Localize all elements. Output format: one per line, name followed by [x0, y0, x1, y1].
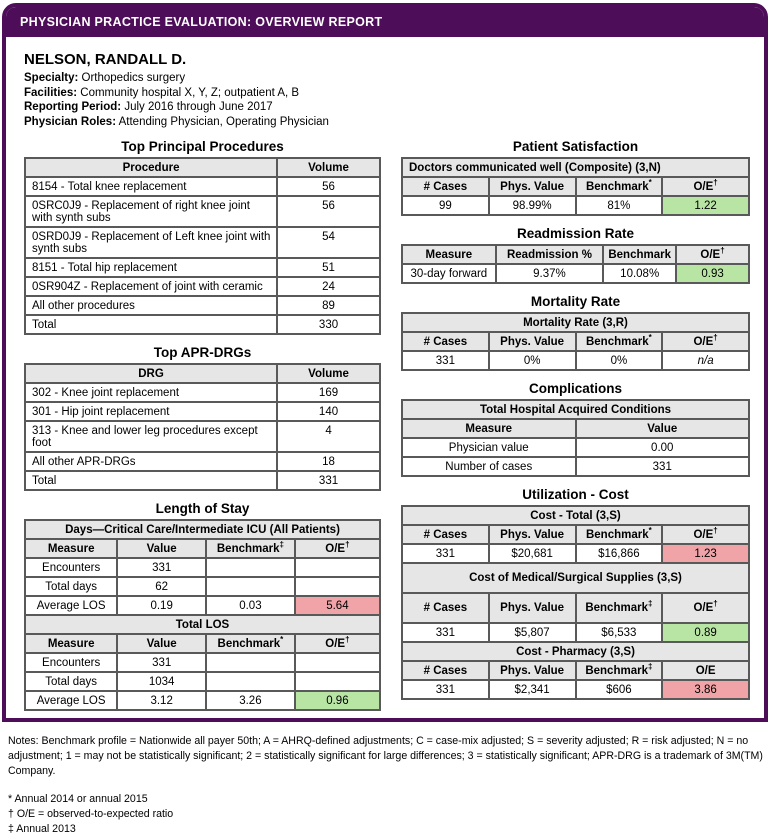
- benchmark-cell: 0.03: [206, 596, 295, 615]
- volume-cell: 56: [277, 177, 380, 196]
- header-label: O/E: [325, 637, 346, 650]
- measure-cell: Total days: [25, 577, 117, 596]
- header-sup: *: [280, 634, 284, 644]
- value-cell: $2,341: [489, 680, 576, 699]
- header-label: # Cases: [423, 664, 468, 677]
- header-cell: Measure: [402, 419, 576, 438]
- measure-cell: Physician value: [402, 438, 576, 457]
- cases-cell: 331: [402, 351, 489, 370]
- header-cell: [489, 332, 576, 351]
- drg-cell: 313 - Knee and lower leg procedures except foot: [25, 421, 277, 452]
- physician-name: NELSON, RANDALL D.: [24, 51, 187, 68]
- header-label: Phys. Value: [500, 602, 565, 614]
- header-row: [402, 245, 749, 264]
- header-sup: *: [648, 332, 652, 342]
- header-label: O/E: [693, 602, 714, 614]
- drg-cell: 301 - Hip joint replacement: [25, 402, 277, 421]
- value-cell: 0.19: [117, 596, 206, 615]
- procedure-cell: All other procedures: [25, 296, 277, 315]
- value-cell: 3.12: [117, 691, 206, 710]
- table-row: [25, 277, 380, 296]
- subheader-row: [402, 313, 749, 332]
- benchmark-cell: 10.08%: [603, 264, 676, 283]
- cases-cell: 99: [402, 196, 489, 215]
- oe-cell: n/a: [662, 351, 749, 370]
- table-row: [25, 258, 380, 277]
- volume-cell: 51: [277, 258, 380, 277]
- subheader-cell: Total LOS: [25, 615, 380, 634]
- patient-satisfaction-title: Patient Satisfaction: [512, 139, 639, 154]
- procedure-cell: 0SRD0J9 - Replacement of Left knee joint with synth subs: [25, 227, 277, 258]
- volume-cell: 331: [277, 471, 380, 490]
- los-title: Length of Stay: [155, 501, 250, 516]
- header-label: Phys. Value: [500, 180, 565, 193]
- right-column: [401, 137, 750, 711]
- table-row: [402, 351, 749, 370]
- header-cell: [402, 525, 489, 544]
- table-row: [402, 264, 749, 283]
- header-label: Measure: [47, 542, 95, 555]
- value-cell: 62: [117, 577, 206, 596]
- procedures-title: Top Principal Procedures: [121, 139, 284, 154]
- header-label: Benchmark: [217, 637, 281, 650]
- table-row: [402, 457, 749, 476]
- header-sup: ‡: [279, 539, 284, 549]
- benchmark-cell: $16,866: [576, 544, 663, 563]
- header-label: Phys. Value: [500, 528, 565, 541]
- header-row: [25, 634, 380, 653]
- physician-roles: [24, 115, 746, 130]
- header-cell: [489, 177, 576, 196]
- subheader-row: [25, 615, 380, 634]
- subheader-cell: Total Hospital Acquired Conditions: [402, 400, 749, 419]
- procedures-table: [24, 157, 381, 335]
- table-row: [25, 596, 380, 615]
- header-sup: ‡: [647, 661, 653, 671]
- header-label: Phys. Value: [500, 335, 565, 348]
- header-cell: [402, 245, 496, 264]
- header-sup: †: [345, 634, 350, 644]
- header-cell: [117, 539, 206, 558]
- subheader-cell: Doctors communicated well (Composite) (3,N): [402, 158, 749, 177]
- physician-specialty: [24, 71, 746, 86]
- subheader-row: [402, 506, 749, 525]
- measure-cell: Encounters: [25, 558, 117, 577]
- volume-cell: 140: [277, 402, 380, 421]
- table-row: [25, 177, 380, 196]
- readmission-table: [401, 244, 750, 284]
- complications-table: [401, 399, 750, 477]
- measure-cell: 30-day forward: [402, 264, 496, 283]
- header-cell: [206, 634, 295, 653]
- table-row: [25, 653, 380, 672]
- report-columns: [6, 129, 764, 711]
- mortality-title: Mortality Rate: [530, 294, 621, 309]
- oe-cell: [295, 672, 380, 691]
- header-label: Benchmark: [585, 664, 648, 677]
- footnote-asterisk: * Annual 2014 or annual 2015: [8, 793, 148, 805]
- report-title: PHYSICIAN PRACTICE EVALUATION: OVERVIEW REPORT: [20, 15, 383, 29]
- header-cell: [662, 593, 749, 623]
- report-title-bar: [6, 7, 764, 37]
- oe-cell: [295, 577, 380, 596]
- oe-cell: 0.96: [295, 691, 380, 710]
- table-row: [25, 383, 380, 402]
- header-label: Value: [146, 637, 177, 650]
- table-row: [25, 558, 380, 577]
- header-sup: *: [648, 525, 652, 535]
- header-cell: [117, 634, 206, 653]
- footnote-dagger: † O/E = observed-to-expected ratio: [8, 808, 174, 820]
- subheader-cell: Cost - Total (3,S): [402, 506, 749, 525]
- cases-cell: 331: [402, 544, 489, 563]
- value-cell: 9.37%: [496, 264, 604, 283]
- apr-drgs-title: Top APR-DRGs: [153, 345, 252, 360]
- header-cell: [25, 634, 117, 653]
- header-cell: [676, 245, 749, 264]
- value-cell: 0.00: [576, 438, 750, 457]
- oe-cell: 5.64: [295, 596, 380, 615]
- header-label: Benchmark: [216, 542, 280, 555]
- table-row: [25, 227, 380, 258]
- header-label: Benchmark: [585, 335, 649, 348]
- header-label: O/E: [693, 528, 714, 541]
- measure-cell: Average LOS: [25, 596, 117, 615]
- header-cell: Procedure: [25, 158, 277, 177]
- header-cell: DRG: [25, 364, 277, 383]
- table-row: [402, 196, 749, 215]
- subheader-cell: Cost of Medical/Surgical Supplies (3,S): [402, 563, 749, 593]
- header-label: Benchmark: [608, 248, 671, 261]
- header-cell: [662, 177, 749, 196]
- subheader-row: [25, 520, 380, 539]
- report-frame: [2, 3, 768, 722]
- volume-cell: 330: [277, 315, 380, 334]
- reporting-period: [24, 100, 746, 115]
- table-row: [25, 452, 380, 471]
- roles-value: Attending Physician, Operating Physician: [116, 115, 329, 128]
- table-row: [25, 402, 380, 421]
- subheader-row: [402, 400, 749, 419]
- footnotes: [8, 792, 772, 837]
- total-cell: Total: [25, 471, 277, 490]
- cases-cell: 331: [402, 680, 489, 699]
- header-label: Phys. Value: [500, 664, 565, 677]
- header-label: Measure: [425, 248, 473, 261]
- complications-title: Complications: [528, 381, 622, 396]
- header-sup: †: [713, 599, 718, 609]
- measure-cell: Average LOS: [25, 691, 117, 710]
- benchmark-cell: [206, 653, 295, 672]
- volume-cell: 56: [277, 196, 380, 227]
- table-row: [25, 421, 380, 452]
- procedure-cell: 0SR904Z - Replacement of joint with ceramic: [25, 277, 277, 296]
- reporting-period-label: Reporting Period:: [24, 101, 122, 113]
- header-cell: [576, 177, 663, 196]
- mortality-table: [401, 312, 750, 371]
- value-cell: 98.99%: [489, 196, 576, 215]
- drg-cell: All other APR-DRGs: [25, 452, 277, 471]
- value-cell: $5,807: [489, 623, 576, 642]
- header-sup: ‡: [647, 599, 653, 609]
- benchmark-cell: [206, 558, 295, 577]
- header-label: Benchmark: [585, 528, 649, 541]
- procedure-cell: 0SRC0J9 - Replacement of right knee joint with synth subs: [25, 196, 277, 227]
- value-cell: 331: [117, 558, 206, 577]
- header-row: [25, 158, 380, 177]
- header-sup: *: [648, 177, 652, 187]
- table-row: [402, 623, 749, 642]
- utilization-cost-table: [401, 505, 750, 700]
- header-cell: [295, 634, 380, 653]
- header-cell: Volume: [277, 158, 380, 177]
- header-cell: [576, 593, 663, 623]
- header-cell: [489, 661, 576, 680]
- table-row: [25, 196, 380, 227]
- header-cell: [662, 525, 749, 544]
- value-cell: 0%: [489, 351, 576, 370]
- header-row: [402, 332, 749, 351]
- header-label: # Cases: [423, 528, 468, 541]
- value-cell: 331: [117, 653, 206, 672]
- volume-cell: 89: [277, 296, 380, 315]
- procedure-cell: 8151 - Total hip replacement: [25, 258, 277, 277]
- physician-info: [6, 37, 764, 129]
- reporting-period-value: July 2016 through June 2017: [121, 101, 273, 113]
- header-sup: †: [713, 332, 718, 342]
- footer-notes: [0, 730, 780, 837]
- oe-cell: 1.22: [662, 196, 749, 215]
- volume-cell: 54: [277, 227, 380, 258]
- measure-cell: Total days: [25, 672, 117, 691]
- header-cell: Value: [576, 419, 750, 438]
- subheader-row: [402, 563, 749, 593]
- roles-label: Physician Roles:: [24, 115, 117, 128]
- oe-cell: [295, 653, 380, 672]
- los-table: [24, 519, 381, 711]
- header-label: Value: [146, 542, 177, 555]
- facilities-value: Community hospital X, Y, Z; outpatient A, B: [77, 86, 300, 99]
- header-label: Readmission %: [506, 248, 592, 261]
- table-row: [402, 680, 749, 699]
- header-cell: [603, 245, 676, 264]
- oe-cell: 3.86: [662, 680, 749, 699]
- facilities-label: Facilities:: [24, 86, 78, 99]
- benchmark-cell: $606: [576, 680, 663, 699]
- subheader-row: [402, 642, 749, 661]
- subheader-cell: Mortality Rate (3,R): [402, 313, 749, 332]
- header-cell: [402, 177, 489, 196]
- notes-paragraph: Notes: Benchmark profile = Nationwide all payer 50th; A = AHRQ-defined adjustments; C = case-mix adjusted; S = severity adjusted; R = risk adjusted; N = no adjustment; 1 = may not be statistically significant; 2 = statistically significant for large differences; 3 = statistically significant; APR-DRG is a trademark of 3M(TM) Company.: [8, 735, 763, 777]
- oe-cell: 1.23: [662, 544, 749, 563]
- oe-cell: 0.89: [662, 623, 749, 642]
- header-cell: [295, 539, 380, 558]
- header-cell: [662, 661, 749, 680]
- header-cell: [402, 593, 489, 623]
- table-row: [402, 438, 749, 457]
- header-cell: [402, 661, 489, 680]
- header-label: # Cases: [423, 602, 468, 614]
- patient-satisfaction-table: [401, 157, 750, 216]
- header-label: # Cases: [423, 180, 468, 193]
- footnote-double-dagger: ‡ Annual 2013: [8, 823, 76, 835]
- benchmark-cell: 3.26: [206, 691, 295, 710]
- header-cell: [402, 332, 489, 351]
- physician-facilities: [24, 86, 746, 101]
- utilization-title: Utilization - Cost: [522, 487, 629, 502]
- volume-cell: 18: [277, 452, 380, 471]
- header-cell: Volume: [277, 364, 380, 383]
- table-row: [25, 471, 380, 490]
- table-row: [402, 544, 749, 563]
- specialty-label: Specialty:: [24, 72, 79, 84]
- header-row: [402, 177, 749, 196]
- table-row: [25, 691, 380, 710]
- volume-cell: 169: [277, 383, 380, 402]
- volume-cell: 24: [277, 277, 380, 296]
- header-label: O/E: [700, 248, 721, 261]
- total-cell: Total: [25, 315, 277, 334]
- benchmark-cell: 81%: [576, 196, 663, 215]
- oe-cell: 0.93: [676, 264, 749, 283]
- header-row: [402, 419, 749, 438]
- header-label: # Cases: [423, 335, 468, 348]
- table-row: [25, 315, 380, 334]
- apr-drgs-table: [24, 363, 381, 491]
- value-cell: 331: [576, 457, 750, 476]
- header-label: O/E: [695, 664, 716, 677]
- header-label: Benchmark: [585, 602, 648, 614]
- header-sup: †: [345, 539, 350, 549]
- oe-cell: [295, 558, 380, 577]
- header-row: [25, 364, 380, 383]
- header-sup: †: [713, 525, 718, 535]
- header-cell: [489, 525, 576, 544]
- drg-cell: 302 - Knee joint replacement: [25, 383, 277, 402]
- header-cell: [576, 525, 663, 544]
- table-row: [25, 672, 380, 691]
- subheader-cell: Cost - Pharmacy (3,S): [402, 642, 749, 661]
- header-label: O/E: [693, 180, 714, 193]
- volume-cell: 4: [277, 421, 380, 452]
- left-column: [24, 137, 381, 711]
- measure-cell: Number of cases: [402, 457, 576, 476]
- header-row: [402, 593, 749, 623]
- header-label: O/E: [325, 542, 346, 555]
- header-cell: [662, 332, 749, 351]
- specialty-value: Orthopedics surgery: [78, 72, 186, 84]
- benchmark-cell: 0%: [576, 351, 663, 370]
- benchmark-cell: [206, 672, 295, 691]
- procedure-cell: 8154 - Total knee replacement: [25, 177, 277, 196]
- cases-cell: 331: [402, 623, 489, 642]
- header-sup: †: [720, 245, 725, 255]
- header-cell: [576, 332, 663, 351]
- benchmark-cell: $6,533: [576, 623, 663, 642]
- subheader-cell: Days—Critical Care/Intermediate ICU (All Patients): [25, 520, 380, 539]
- header-sup: †: [713, 177, 718, 187]
- header-row: [402, 525, 749, 544]
- header-row: [402, 661, 749, 680]
- readmission-title: Readmission Rate: [516, 226, 635, 241]
- header-cell: [489, 593, 576, 623]
- header-label: Benchmark: [585, 180, 649, 193]
- header-cell: [576, 661, 663, 680]
- value-cell: $20,681: [489, 544, 576, 563]
- header-cell: [496, 245, 604, 264]
- header-cell: [25, 539, 117, 558]
- value-cell: 1034: [117, 672, 206, 691]
- header-label: Measure: [47, 637, 95, 650]
- subheader-row: [402, 158, 749, 177]
- benchmark-cell: [206, 577, 295, 596]
- header-cell: [206, 539, 295, 558]
- measure-cell: Encounters: [25, 653, 117, 672]
- header-row: [25, 539, 380, 558]
- table-row: [25, 296, 380, 315]
- header-label: O/E: [693, 335, 714, 348]
- table-row: [25, 577, 380, 596]
